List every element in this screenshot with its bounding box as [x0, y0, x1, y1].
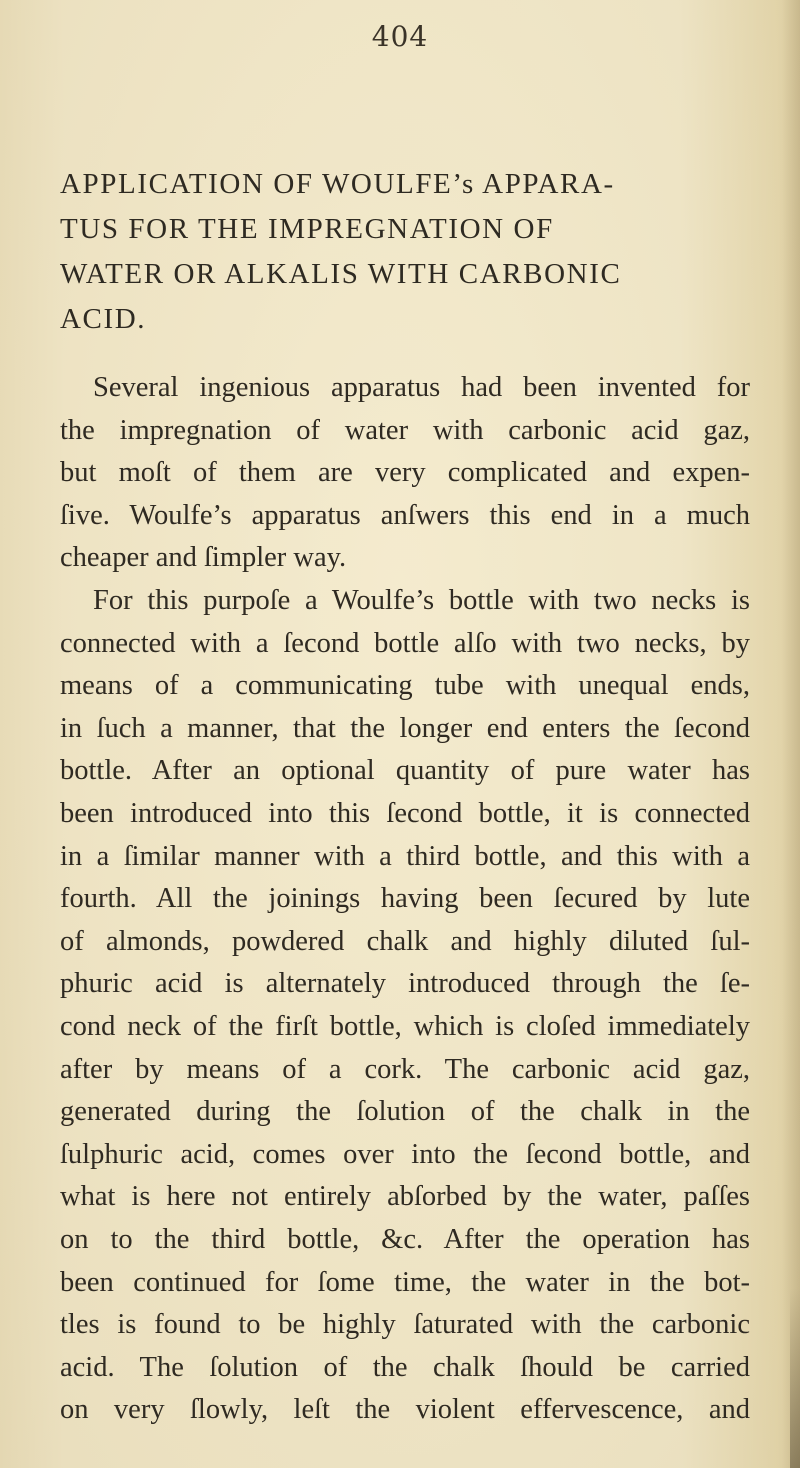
heading-line: ACID.: [60, 303, 147, 335]
text-line: been introduced into this ſecond bottle, it is connected: [60, 797, 750, 829]
text-line: after by means of a cork. The carbonic acid gaz,: [60, 1053, 750, 1085]
text-line: ſive. Woulfe’s apparatus anſwers this end in a much: [60, 499, 750, 531]
heading-line: TUS FOR THE IMPREGNATION OF: [60, 213, 554, 245]
text-line: For this purpoſe a Woulfe’s bottle with two necks is: [93, 585, 750, 616]
text-line: of almonds, powdered chalk and highly diluted ſul-: [60, 925, 750, 957]
text-line: but moſt of them are very complicated and expen-: [60, 457, 750, 489]
page-corner-shadow: [790, 1288, 800, 1468]
paragraph-1: [60, 367, 750, 580]
text-line: cheaper and ſimpler way.: [60, 542, 347, 574]
text-line: generated during the ſolution of the chalk in the: [60, 1096, 750, 1128]
text-line: Several ingenious apparatus had been invented for: [93, 372, 750, 403]
text-line: means of a communicating tube with unequal ends,: [60, 670, 750, 702]
text-line: connected with a ſecond bottle alſo with two necks, by: [60, 627, 750, 659]
text-line: the impregnation of water with carbonic acid gaz,: [60, 414, 750, 446]
text-line: fourth. All the joinings having been ſecured by lute: [60, 883, 750, 915]
text-line: in ſuch a manner, that the longer end enters the ſecond: [60, 712, 750, 744]
text-line: acid. The ſolution of the chalk ſhould be carried: [60, 1351, 750, 1383]
text-line: in a ſimilar manner with a third bottle, and this with a: [60, 840, 750, 872]
section-heading: [60, 162, 740, 342]
text-line: ſulphuric acid, comes over into the ſecond bottle, and: [60, 1138, 750, 1170]
heading-line: WATER OR ALKALIS WITH CARBONIC: [60, 258, 622, 290]
text-line: what is here not entirely abſorbed by the water, paſſes: [60, 1181, 750, 1213]
text-line: on very ſlowly, leſt the violent effervescence, and: [60, 1394, 750, 1426]
heading-line: APPLICATION OF WOULFE’s APPARA-: [60, 168, 615, 200]
text-line: cond neck of the firſt bottle, which is cloſed immediately: [60, 1010, 750, 1042]
text-line: tles is found to be highly ſaturated with the carbonic: [60, 1309, 750, 1341]
text-line: phuric acid is alternately introduced through the ſe-: [60, 968, 750, 1000]
text-line: on to the third bottle, &c. After the operation has: [60, 1223, 750, 1255]
paragraph-2: [60, 580, 750, 1432]
text-line: bottle. After an optional quantity of pure water has: [60, 755, 750, 787]
text-line: been continued for ſome time, the water in the bot-: [60, 1266, 750, 1298]
page-edge-shadow: [782, 0, 800, 1468]
page-number: 404: [371, 20, 429, 53]
